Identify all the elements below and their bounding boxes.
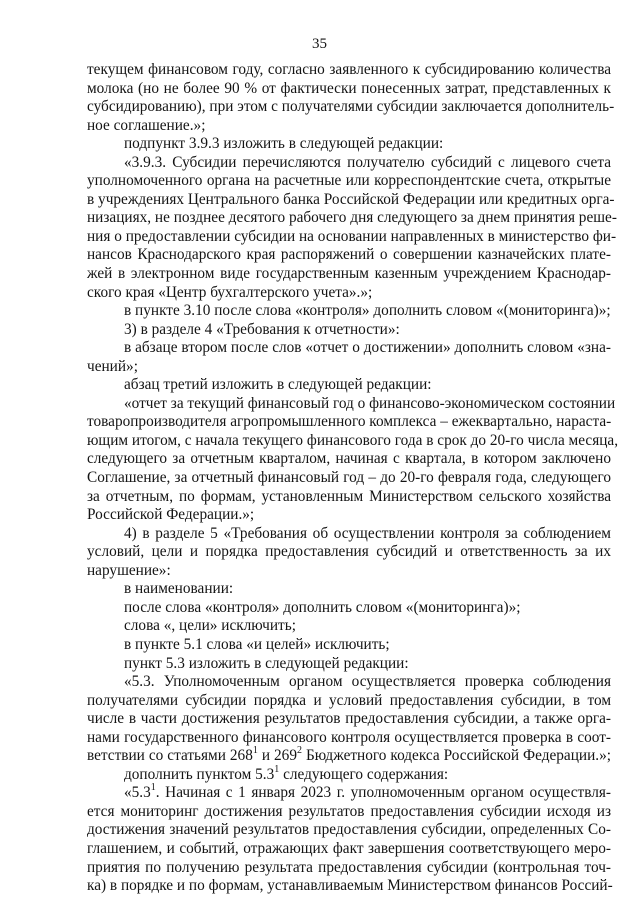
text-line: Российской Федерации.»;	[87, 506, 255, 524]
text-line: после слова «контроля» дополнить словом «(мониторинга)»;	[124, 598, 521, 616]
text-line: субсидированию), при этом с получателями субсидии заключается дополнитель-	[87, 98, 615, 116]
text-line: «3.9.3. Субсидии перечисляются получателю субсидий с лицевого счета	[124, 153, 611, 171]
text-line: Соглашение, за отчетный финансовый год – до 20-го февраля года, следующего	[87, 469, 611, 487]
text-line: условий, цели и порядка предоставления субсидий и ответственность за их	[87, 543, 611, 561]
text-line: «$5.3^1$. Начиная с 1 января 2023 г. уполномоченным органом осуществля-	[124, 782, 611, 802]
document-body	[87, 61, 619, 896]
text-line: следующего за отчетным кварталом, начиная с квартала, в котором заключено	[87, 450, 611, 468]
text-line: текущем финансовом году, согласно заявленного к субсидированию количества	[87, 61, 611, 78]
text-line: за отчетным, по формам, установленным Министерством сельского хозяйства	[87, 487, 611, 505]
text-line: подпункт 3.9.3 изложить в следующей редакции:	[124, 135, 444, 153]
text-line: приятия по получению результата предоставления субсидии (контрольная точ-	[87, 858, 611, 876]
text-line: в учреждениях Центрального банка Российской Федерации или кредитных орга-	[87, 190, 615, 208]
text-line: ния о предоставлении субсидии на основании направленных в министерство фи-	[87, 227, 617, 245]
text-line: в абзаце втором после слов «отчет о достижении» дополнить словом «зна-	[124, 339, 611, 357]
text-line: 3) в разделе 4 «Требования к отчетности»:	[124, 320, 400, 338]
text-line: нансов Краснодарского края распоряжений о совершении казначейских плате-	[87, 246, 611, 264]
text-line: товаропроизводителя агропромышленного комплекса – ежеквартально, нараста-	[87, 413, 612, 431]
text-line: глашением, и событий, отражающих факт завершения соответствующего меро-	[87, 839, 611, 857]
text-line: дополнить пунктом $5.3^1$ следующего содержания:	[124, 763, 449, 783]
text-line: уполномоченного органа на расчетные или корреспондентские счета, открытые	[87, 172, 611, 190]
text-line: низациях, не позднее десятого рабочего дня следующего за днем принятия реше-	[87, 209, 617, 227]
text-line: достижения значений результатов предоставления субсидии, определенных Со-	[87, 821, 611, 839]
text-line: чений»;	[87, 357, 138, 375]
text-line: в пункте 3.10 после слова «контроля» дополнить словом «(мониторинга)»;	[124, 302, 611, 320]
text-line: нами государственного финансового контроля осуществляется проверка в соот-	[87, 728, 611, 746]
text-line: числе в части достижения результатов предоставления субсидии, а также орга-	[87, 710, 611, 728]
text-line: слова «, цели» исключить;	[124, 617, 296, 635]
text-line: пункт 5.3 изложить в следующей редакции:	[124, 654, 409, 672]
text-line: нарушение»:	[87, 561, 171, 579]
text-line: ского края «Центр бухгалтерского учета».»;	[87, 283, 373, 301]
text-line: в пункте 5.1 слова «и целей» исключить;	[124, 635, 390, 653]
text-line: «5.3. Уполномоченным органом осуществляется проверка соблюдения	[124, 673, 611, 691]
text-line: ется мониторинг достижения результатов предоставления субсидии исходя из	[87, 802, 611, 820]
text-line: жей в электронном виде государственным казенным учреждением Краснодар-	[87, 265, 611, 283]
text-line: абзац третий изложить в следующей редакции:	[124, 376, 432, 394]
text-line: ветствии со статьями $268^1$ и $269^2$ Бюджетного кодекса Российской Федерации.»;	[87, 745, 611, 765]
text-line: «отчет за текущий финансовый год о финансово-экономическом состоянии	[124, 394, 616, 412]
text-line: молока (но не более 90 % от фактически понесенных затрат, представленных к	[87, 79, 611, 97]
text-line: в наименовании:	[124, 580, 234, 598]
text-line: 4) в разделе 5 «Требования об осуществлении контроля за соблюдением	[124, 524, 611, 542]
text-line: ное соглашение.»;	[87, 116, 206, 134]
page-number: 35	[312, 36, 327, 52]
text-line: получателями субсидии порядка и условий предоставления субсидии, в том	[87, 691, 611, 709]
text-line: ка) в порядке и по формам, устанавливаемым Министерством финансов Россий-	[87, 877, 613, 895]
text-line: ющим итогом, с начала текущего финансового года в срок до 20-го числа месяца,	[87, 431, 619, 449]
